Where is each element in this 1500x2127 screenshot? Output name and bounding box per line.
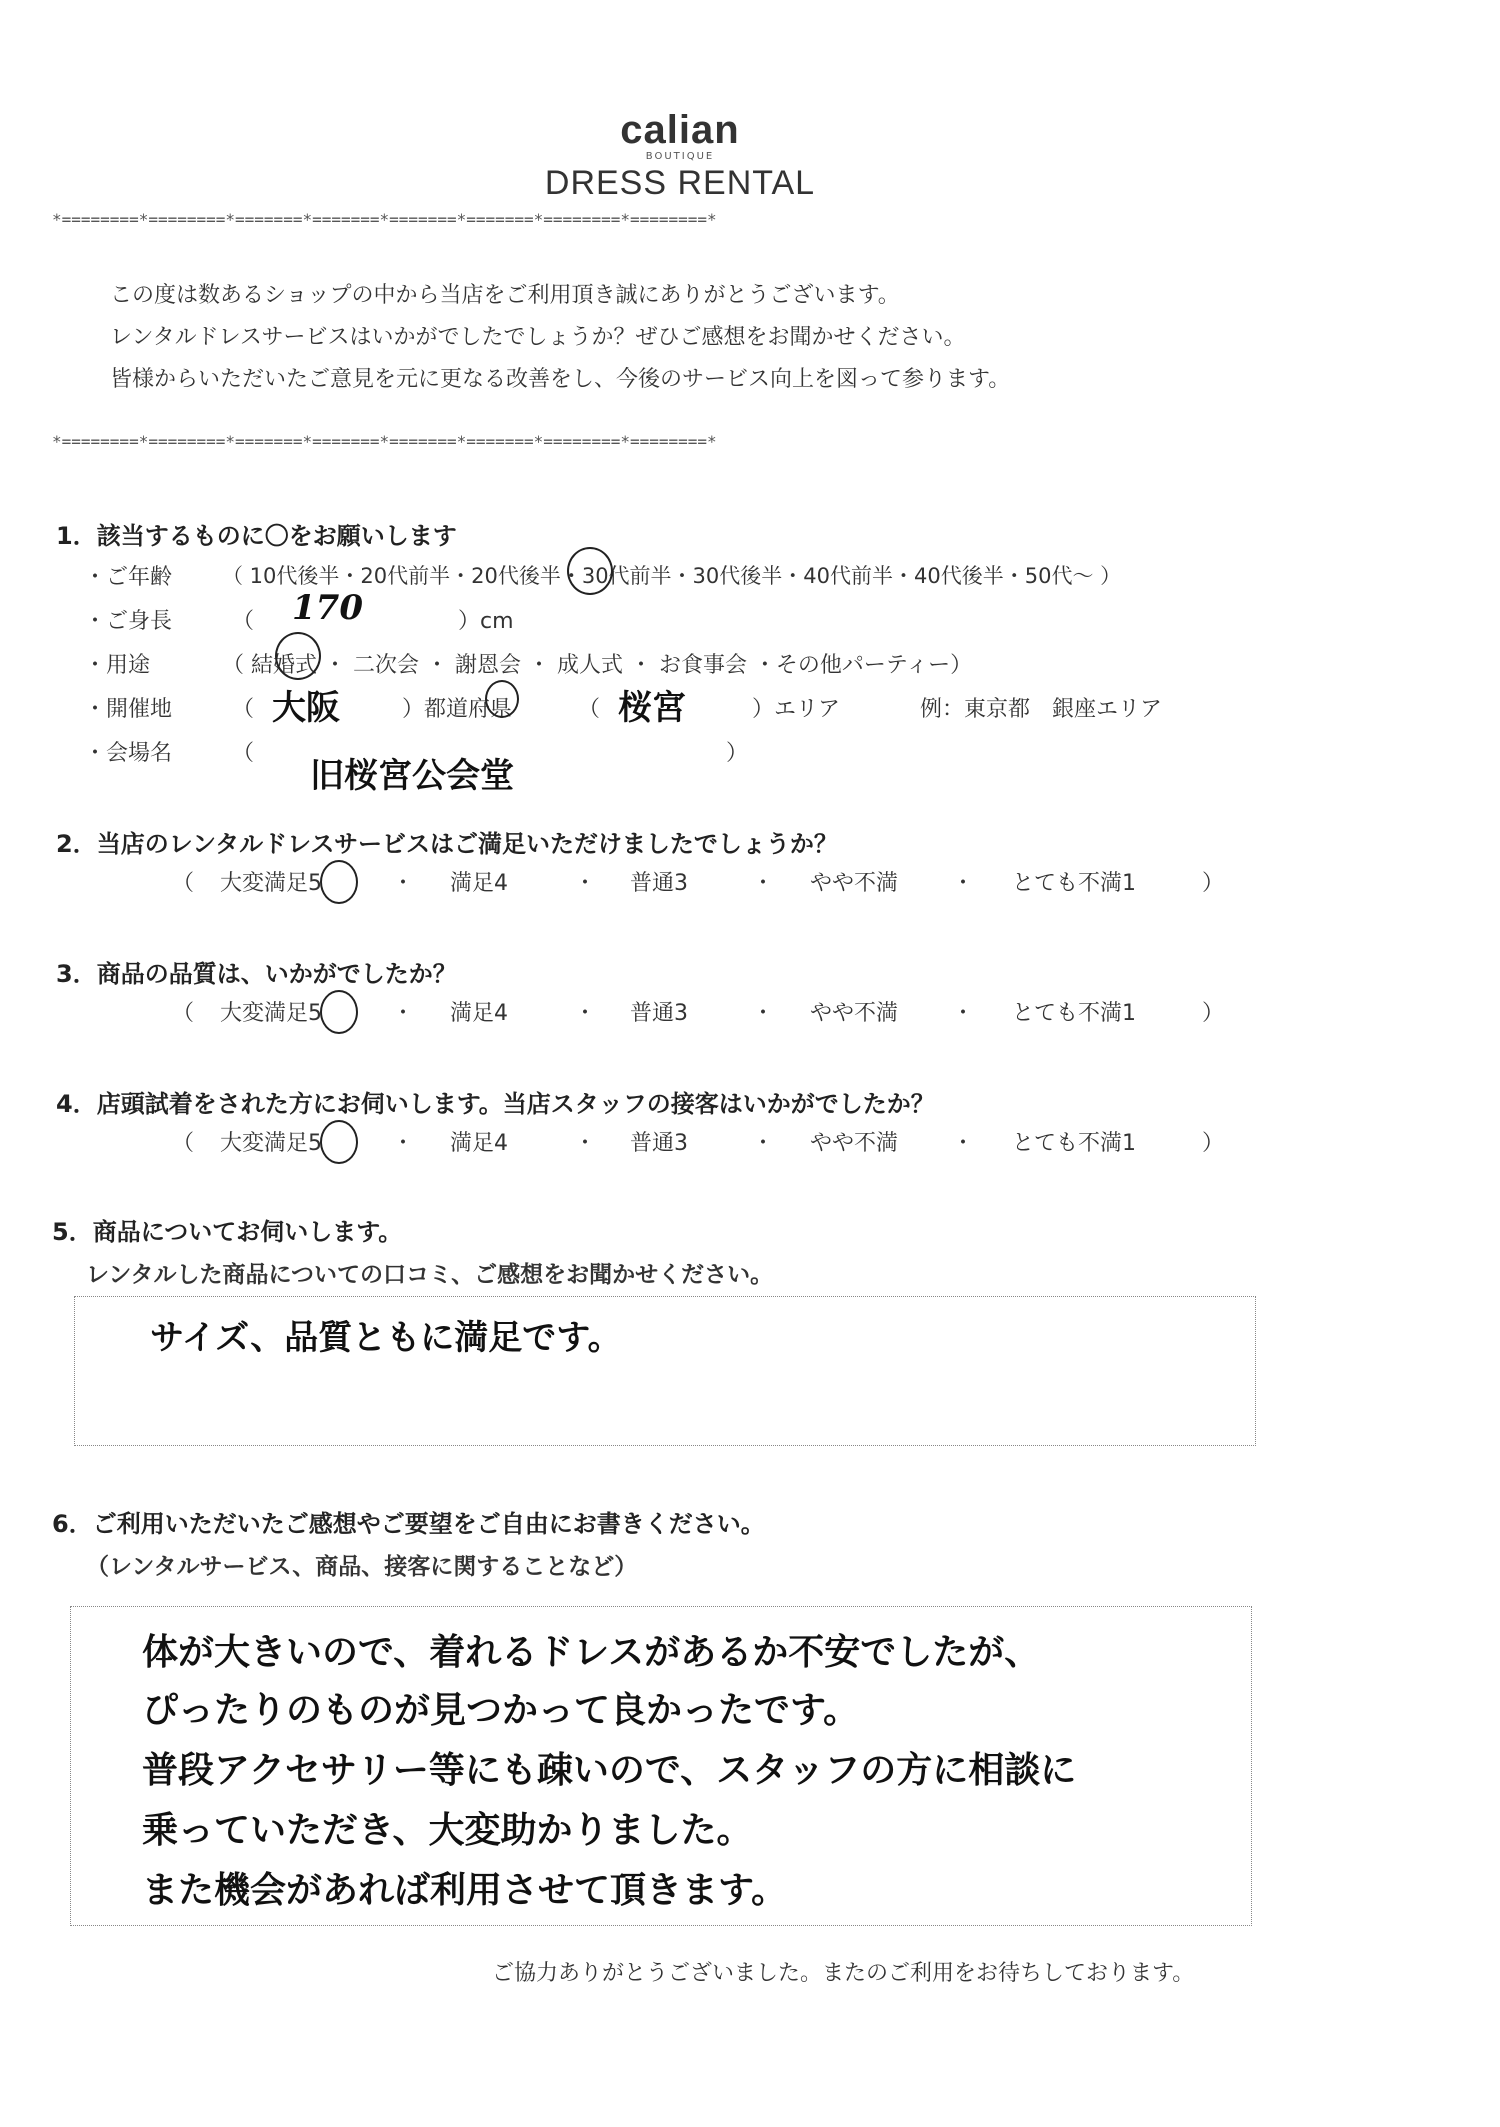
venue-prefecture-suffix: ）都道府県 (402, 697, 513, 722)
rating-separator: ・ (392, 1131, 415, 1156)
rating-separator: ・ (952, 1001, 975, 1026)
q6-title: 6．ご利用いただいたご感想やご要望をご自由にお書きください。 (52, 1510, 765, 1538)
purpose-options: （ 結婚式 ・ 二次会 ・ 謝恩会 ・ 成人式 ・ お食事会 ・その他パーティー） (222, 653, 973, 678)
rating-separator: ・ (574, 871, 597, 896)
rating-option-2: やや不満 (810, 1001, 899, 1026)
rating-separator: ・ (392, 871, 415, 896)
logo: calian (620, 108, 740, 152)
purpose-label: ・用途 (84, 653, 151, 678)
q6-answer-line-4: 乗っていただき、大変助かりました。 (142, 1809, 753, 1851)
rating-close-paren: ） (1202, 1001, 1225, 1026)
q2-title: 2．当店のレンタルドレスサービスはご満足いただけましたでしょうか？ (56, 830, 838, 858)
intro-line-2: レンタルドレスサービスはいかがでしたでしょうか？ぜひご感想をお聞かせください。 (110, 325, 966, 350)
q6-answer-line-1: 体が大きいので、着れるドレスがあるか不安でしたが、 (142, 1631, 1041, 1673)
rating-close-paren: ） (1202, 1131, 1225, 1156)
q6-answer-line-2: ぴったりのものが見つかって良かったです。 (142, 1689, 860, 1731)
height-unit: ）cm (458, 609, 514, 634)
q4-selection-circle (320, 1120, 358, 1164)
height-open-paren: （ (232, 609, 255, 634)
q4-title: 4．店頭試着をされた方にお伺いします。当店スタッフの接客はいかがでしたか？ (56, 1090, 935, 1118)
rating-option-1: とても不満1 (1012, 1131, 1136, 1156)
age-selection-circle (567, 547, 613, 595)
divider-top: *========*========*=======*=======*=======*=======*========*========* (52, 210, 717, 229)
q3-title: 3．商品の品質は、いかがでしたか？ (56, 960, 457, 988)
hall-open-paren: （ (232, 741, 255, 766)
prefecture-selection-circle (485, 680, 519, 718)
venue-area-open-paren: （ (578, 697, 601, 722)
rating-option-1: とても不満1 (1012, 1001, 1136, 1026)
rating-separator: ・ (574, 1001, 597, 1026)
hall-label: ・会場名 (84, 741, 173, 766)
q6-subtitle: （レンタルサービス、商品、接客に関することなど） (86, 1554, 638, 1580)
q3-selection-circle (320, 990, 358, 1034)
hall-value: 旧桜宮公会堂 (310, 756, 514, 796)
rating-option-5: 大変満足5 (220, 1131, 322, 1156)
rating-option-1: とても不満1 (1012, 871, 1136, 896)
q2-selection-circle (320, 860, 358, 904)
venue-example: 例：東京都 銀座エリア (920, 697, 1163, 722)
rating-option-4: 満足4 (450, 871, 508, 896)
rating-separator: ・ (952, 1131, 975, 1156)
rating-close-paren: ） (1202, 871, 1225, 896)
q1-title: 1．該当するものに〇をお願いします (56, 522, 457, 550)
rating-separator: ・ (392, 1001, 415, 1026)
rating-open-paren: （ (172, 1131, 195, 1156)
venue-label: ・開催地 (84, 697, 173, 722)
rating-separator: ・ (574, 1131, 597, 1156)
q6-answer-line-3: 普段アクセサリー等にも疎いので、スタッフの方に相談に (142, 1749, 1077, 1791)
rating-separator: ・ (752, 871, 775, 896)
rating-separator: ・ (752, 1131, 775, 1156)
rating-option-3: 普通3 (630, 1001, 688, 1026)
rating-separator: ・ (952, 871, 975, 896)
rating-separator: ・ (752, 1001, 775, 1026)
age-label: ・ご年齢 (84, 565, 173, 590)
rating-open-paren: （ (172, 1001, 195, 1026)
rating-option-5: 大変満足5 (220, 871, 322, 896)
rating-option-3: 普通3 (630, 1131, 688, 1156)
venue-open-paren: （ (232, 697, 255, 722)
height-label: ・ご身長 (84, 609, 173, 634)
rating-option-5: 大変満足5 (220, 1001, 322, 1026)
divider-bottom: *========*========*=======*=======*=======*=======*========*========* (52, 432, 717, 451)
footer-thanks: ご協力ありがとうございました。またのご利用をお待ちしております。 (492, 1961, 1195, 1986)
rating-option-4: 満足4 (450, 1001, 508, 1026)
rating-option-4: 満足4 (450, 1131, 508, 1156)
venue-area-suffix: ）エリア (752, 697, 841, 722)
logo-subtitle: BOUTIQUE (645, 151, 715, 162)
hall-close-paren: ） (726, 741, 749, 766)
venue-area-value: 桜宮 (618, 688, 686, 728)
rating-option-3: 普通3 (630, 871, 688, 896)
rating-option-2: やや不満 (810, 1131, 899, 1156)
q6-answer-line-5: また機会があれば利用させて頂きます。 (142, 1869, 788, 1911)
venue-prefecture-value: 大阪 (272, 688, 340, 728)
q5-answer: サイズ、品質ともに満足です。 (150, 1318, 622, 1358)
purpose-selection-circle (275, 632, 321, 680)
brand-title: DRESS RENTAL (544, 164, 816, 202)
rating-open-paren: （ (172, 871, 195, 896)
q5-subtitle: レンタルした商品についての口コミ、ご感想をお聞かせください。 (86, 1262, 774, 1288)
intro-line-3: 皆様からいただいたご意見を元に更なる改善をし、今後のサービス向上を図って参ります。 (110, 367, 1011, 392)
age-options: （ 10代後半・20代前半・20代後半・30代前半・30代後半・40代前半・40代後半・50代～ ） (222, 564, 1122, 588)
intro-line-1: この度は数あるショップの中から当店をご利用頂き誠にありがとうございます。 (110, 283, 900, 308)
rating-option-2: やや不満 (810, 871, 899, 896)
q5-title: 5．商品についてお伺いします。 (52, 1218, 403, 1246)
height-value: 170 (292, 588, 363, 628)
